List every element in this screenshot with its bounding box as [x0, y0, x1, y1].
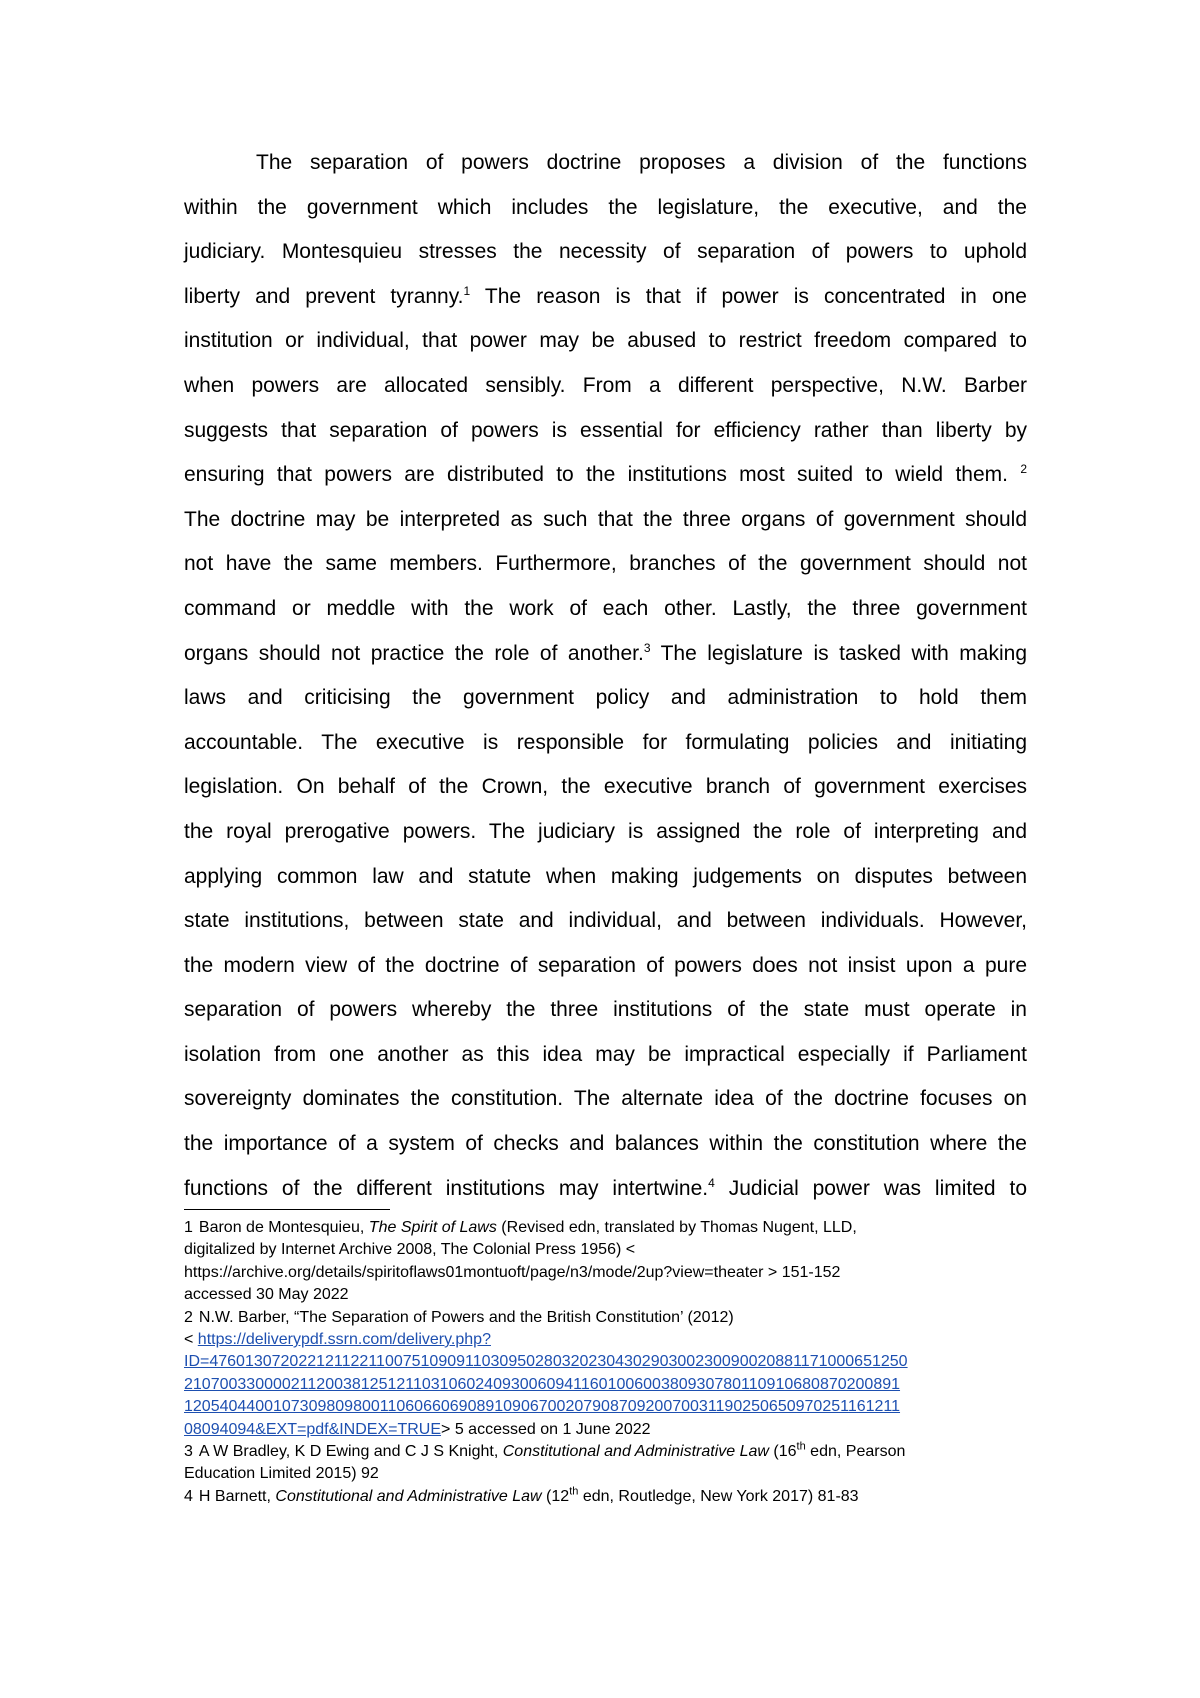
body-line — [184, 1167, 1027, 1212]
body-text-segment: liberty and prevent tyranny. — [184, 284, 464, 308]
footnote-author: A W Bradley, K D Ewing and C J S Knight, — [198, 1443, 503, 1461]
body-line: within the government which includes the legislature, the executive, and the — [184, 195, 1027, 219]
body-line: state institutions, between state and individual, and between individuals. However, — [184, 909, 1027, 933]
body-line — [184, 632, 1027, 677]
footnote-superscript: th — [796, 1440, 806, 1453]
footnote-2 — [184, 1307, 1064, 1441]
footnote-link[interactable]: 08094094&EXT=pdf&INDEX=TRUE — [184, 1420, 442, 1438]
footnote-line — [184, 1217, 1064, 1239]
footnote-link[interactable]: 210700330000211200381251211031060240930060941160100600380930780110910680870200891 — [184, 1375, 901, 1393]
body-paragraph — [184, 141, 1027, 1211]
body-line: when powers are allocated sensibly. From a different perspective, N.W. Barber — [184, 373, 1027, 397]
footnote-title: Constitutional and Administrative Law — [275, 1487, 542, 1505]
footnote-link[interactable]: https://deliverypdf.ssrn.com/delivery.php? — [197, 1331, 491, 1349]
body-line: command or meddle with the work of each other. Lastly, the three government — [184, 596, 1027, 620]
footnote-line — [184, 1396, 1064, 1418]
body-line: laws and criticising the government policy and administration to hold them — [184, 686, 1027, 710]
footnotes — [184, 1217, 1064, 1508]
body-line — [184, 453, 1027, 498]
body-text-segment: The reason is that if power is concentrated in one — [470, 284, 1027, 308]
footnote-ref-3[interactable]: 3 — [643, 640, 651, 655]
footnote-line — [184, 1374, 1064, 1396]
footnote-text: > 5 accessed on 1 June 2022 — [441, 1420, 651, 1438]
footnote-separator — [184, 1209, 390, 1210]
body-line: the importance of a system of checks and balances within the constitution where the — [184, 1132, 1027, 1156]
footnote-number: 3 — [184, 1443, 193, 1461]
body-line: The separation of powers doctrine proposes a division of the functions — [256, 151, 1027, 174]
footnote-superscript: th — [569, 1485, 579, 1498]
footnote-text: (16 — [768, 1443, 797, 1461]
footnote-line — [184, 1351, 1064, 1373]
body-line: applying common law and statute when making judgements on disputes between — [184, 864, 1027, 888]
body-line: The doctrine may be interpreted as such that the three organs of government should — [184, 507, 1027, 531]
footnote-text: (12 — [541, 1487, 570, 1505]
footnote-ref-2[interactable]: 2 — [1020, 462, 1027, 477]
footnote-text: edn, Routledge, New York 2017) 81-83 — [578, 1487, 859, 1505]
footnote-1 — [184, 1217, 1064, 1307]
body-line: suggests that separation of powers is essential for efficiency rather than liberty by — [184, 418, 1027, 442]
footnote-title: Constitutional and Administrative Law — [502, 1443, 769, 1461]
footnote-text: (Revised edn, translated by Thomas Nugent, LLD, — [496, 1219, 857, 1236]
footnote-line — [184, 1441, 1064, 1463]
footnote-link[interactable]: 120540440010730980980011060660690891090670020790870920070031190250650970251161211 — [184, 1398, 901, 1416]
footnote-line: digitalized by Internet Archive 2008, The Colonial Press 1956) < — [184, 1241, 636, 1259]
body-text-segment: functions of the different institutions may intertwine. — [184, 1176, 709, 1200]
body-text-segment: ensuring that powers are distributed to the institutions most suited to wield them. — [184, 463, 1008, 487]
body-line: judiciary. Montesquieu stresses the necessity of separation of powers to uphold — [184, 240, 1027, 264]
footnote-number: 1 — [184, 1219, 193, 1236]
body-line: the modern view of the doctrine of separation of powers does not insist upon a pure — [184, 953, 1027, 977]
body-line: the royal prerogative powers. The judiciary is assigned the role of interpreting and — [184, 819, 1027, 843]
body-line: not have the same members. Furthermore, branches of the government should not — [184, 552, 1027, 576]
footnote-ref-1[interactable]: 1 — [463, 283, 471, 298]
footnote-link[interactable]: ID=476013072022121122110075109091103095028032023043029030023009002088117100065125​0 — [184, 1353, 908, 1371]
footnote-4 — [184, 1486, 1064, 1508]
footnote-3 — [184, 1441, 1064, 1486]
footnote-text: edn, Pearson — [805, 1443, 906, 1461]
footnote-ref-4[interactable]: 4 — [708, 1175, 715, 1190]
body-text-segment: Judicial power was limited to — [714, 1176, 1027, 1200]
body-line: separation of powers whereby the three institutions of the state must operate in — [184, 998, 1027, 1022]
footnote-line: accessed 30 May 2022 — [184, 1286, 349, 1304]
body-line — [184, 275, 1027, 320]
footnote-author: H Barnett, — [198, 1487, 276, 1505]
footnote-author: Baron de Montesquieu, — [198, 1219, 369, 1236]
body-line: isolation from one another as this idea may be impractical especially if Parliament — [184, 1042, 1027, 1066]
footnote-number: 4 — [184, 1487, 193, 1505]
body-line: sovereignty dominates the constitution. The alternate idea of the doctrine focuses on — [184, 1087, 1027, 1111]
footnote-line — [184, 1329, 1064, 1351]
body-line: legislation. On behalf of the Crown, the executive branch of government exercises — [184, 775, 1027, 799]
footnote-text: N.W. Barber, “The Separation of Powers and the British Constitution’ (2012) — [198, 1308, 734, 1326]
body-line: institution or individual, that power may be abused to restrict freedom compared to — [184, 329, 1027, 353]
body-text-segment: The legislature is tasked with making — [650, 641, 1027, 665]
footnote-line: https://archive.org/details/spiritoflaws01montuoft/page/n3/mode/2up?view=theater > 151-152 — [184, 1263, 841, 1281]
body-text-segment: organs should not practice the role of another. — [184, 641, 644, 665]
body-line: accountable. The executive is responsible for formulating policies and initiating — [184, 730, 1027, 754]
footnote-line: Education Limited 2015) 92 — [184, 1465, 379, 1483]
footnote-line — [184, 1307, 1064, 1329]
footnote-line — [184, 1486, 1064, 1508]
footnote-text: < — [184, 1331, 198, 1349]
footnote-line — [184, 1419, 1064, 1441]
footnote-number: 2 — [184, 1308, 193, 1326]
footnote-title: The Spirit of Laws — [368, 1219, 497, 1236]
